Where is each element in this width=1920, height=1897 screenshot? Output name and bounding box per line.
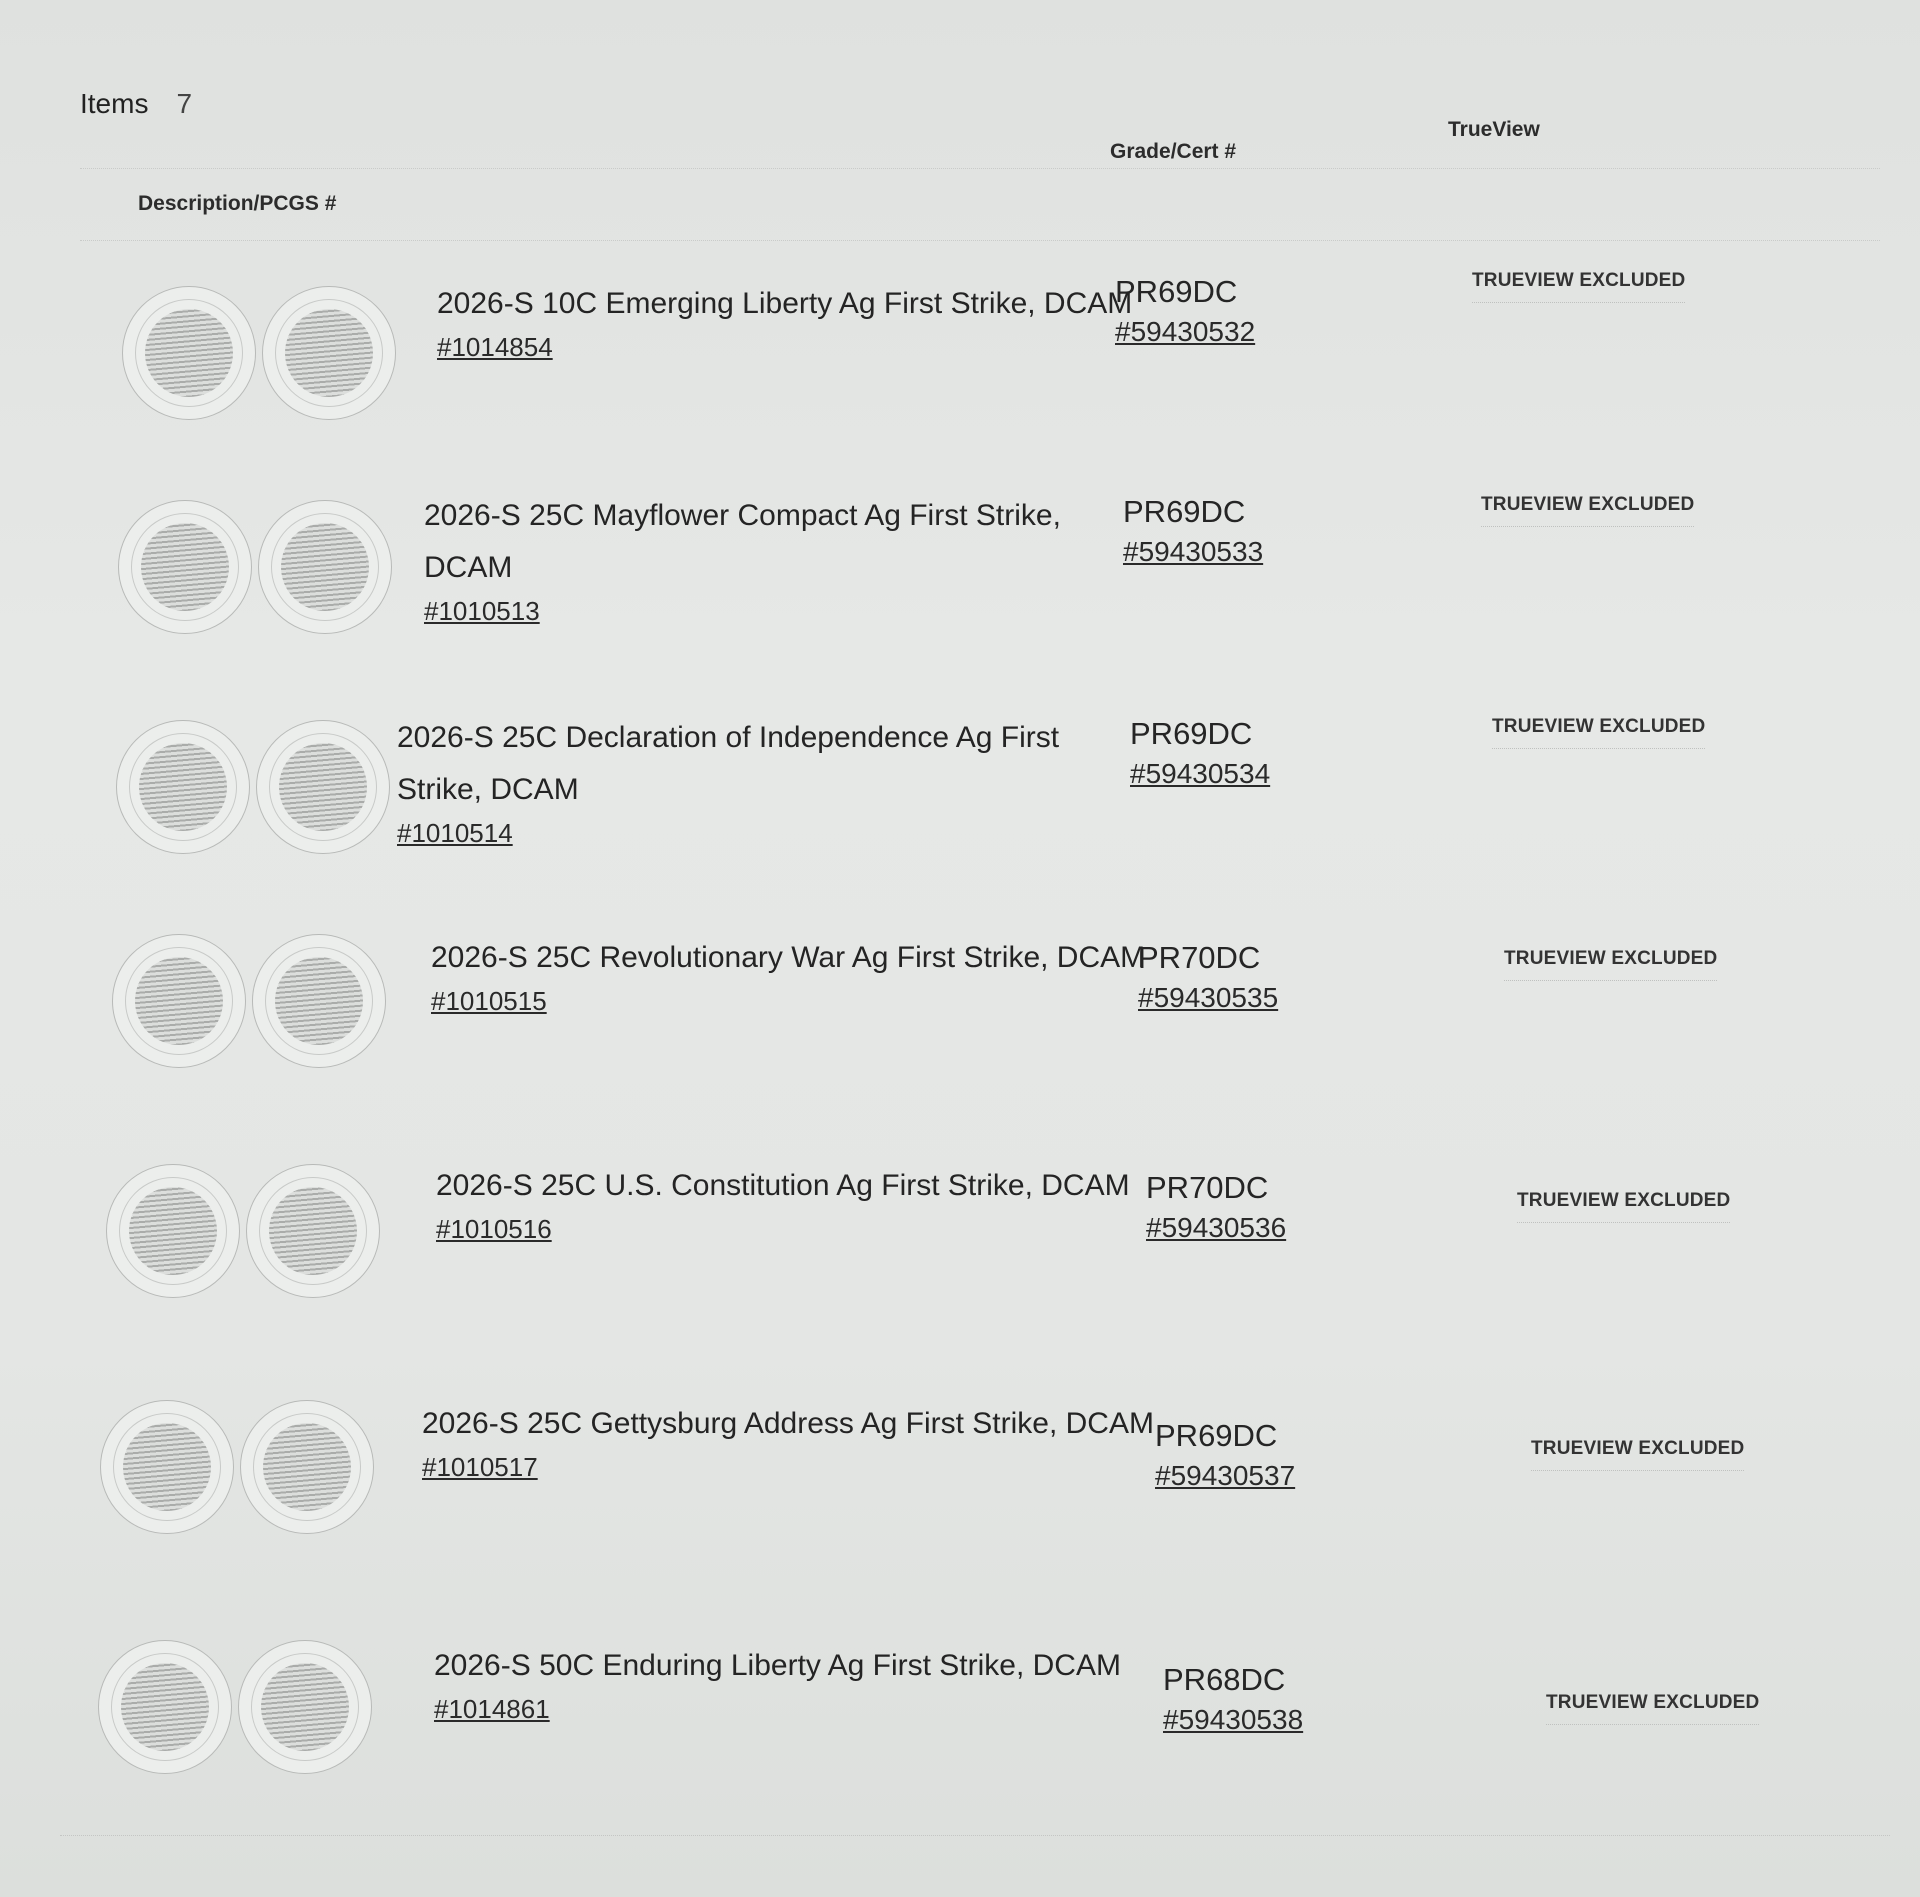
coin-obverse-image[interactable] (112, 934, 246, 1068)
item-grade (1130, 712, 1270, 792)
item-description (436, 1160, 1156, 1246)
coin-thumbnails[interactable] (118, 500, 408, 640)
item-description (422, 1398, 1162, 1484)
grade-value: PR68DC (1163, 1662, 1286, 1697)
cert-number-link[interactable]: #59430532 (1115, 316, 1256, 347)
coin-obverse-image[interactable] (98, 1640, 232, 1774)
item-description-text: 2026-S 10C Emerging Liberty Ag First Strike, DCAM (437, 287, 1133, 320)
trueview-status: TRUEVIEW EXCLUDED (1472, 270, 1685, 303)
item-description (437, 278, 1157, 364)
item-description-text: 2026-S 50C Enduring Liberty Ag First Strike, DCAM (434, 1649, 1121, 1682)
cert-number-link[interactable]: #59430538 (1163, 1704, 1304, 1735)
trueview-status: TRUEVIEW EXCLUDED (1546, 1692, 1759, 1725)
column-header-trueview: TrueView (1448, 118, 1540, 141)
table-row (0, 1160, 1920, 1340)
pcgs-number-link[interactable]: #1014854 (437, 332, 553, 362)
coin-thumbnails[interactable] (112, 934, 402, 1074)
cert-number-link[interactable]: #59430534 (1130, 758, 1271, 789)
grade-value: PR69DC (1123, 494, 1246, 529)
item-description-text: 2026-S 25C Mayflower Compact Ag First Strike, DCAM (424, 499, 1061, 584)
item-grade (1146, 1166, 1286, 1246)
grade-value: PR70DC (1146, 1170, 1269, 1205)
items-header (80, 88, 192, 120)
coin-reverse-image[interactable] (258, 500, 392, 634)
pcgs-number-link[interactable]: #1010517 (422, 1452, 538, 1482)
items-count: 7 (176, 88, 193, 119)
coin-reverse-image[interactable] (262, 286, 396, 420)
table-row (0, 712, 1920, 892)
item-description-text: 2026-S 25C U.S. Constitution Ag First Strike, DCAM (436, 1169, 1130, 1202)
header-divider (80, 168, 1880, 169)
cert-number-link[interactable]: #59430537 (1155, 1460, 1296, 1491)
pcgs-number-link[interactable]: #1010516 (436, 1214, 552, 1244)
column-header-description: Description/PCGS # (138, 192, 337, 215)
cert-number-link[interactable]: #59430535 (1138, 982, 1279, 1013)
header-divider (80, 240, 1880, 241)
coin-reverse-image[interactable] (256, 720, 390, 854)
pcgs-number-link[interactable]: #1010515 (431, 986, 547, 1016)
table-row (0, 490, 1920, 670)
footer-divider (60, 1835, 1890, 1836)
coin-reverse-image[interactable] (240, 1400, 374, 1534)
item-grade (1163, 1658, 1303, 1738)
coin-reverse-image[interactable] (252, 934, 386, 1068)
coin-obverse-image[interactable] (118, 500, 252, 634)
item-description-text: 2026-S 25C Gettysburg Address Ag First Strike, DCAM (422, 1407, 1154, 1440)
coin-reverse-image[interactable] (246, 1164, 380, 1298)
item-grade (1115, 270, 1255, 350)
table-row (0, 1640, 1920, 1820)
table-row (0, 1398, 1920, 1578)
item-grade (1155, 1414, 1295, 1494)
coin-thumbnails[interactable] (106, 1164, 396, 1304)
table-row (0, 932, 1920, 1112)
coin-reverse-image[interactable] (238, 1640, 372, 1774)
trueview-status: TRUEVIEW EXCLUDED (1492, 716, 1705, 749)
trueview-status: TRUEVIEW EXCLUDED (1481, 494, 1694, 527)
item-grade (1123, 490, 1263, 570)
coin-thumbnails[interactable] (98, 1640, 388, 1780)
coin-obverse-image[interactable] (122, 286, 256, 420)
grade-value: PR69DC (1130, 716, 1253, 751)
item-grade (1138, 936, 1278, 1016)
column-header-grade: Grade/Cert # (1110, 140, 1237, 163)
grade-value: PR69DC (1115, 274, 1238, 309)
cert-number-link[interactable]: #59430533 (1123, 536, 1264, 567)
pcgs-number-link[interactable]: #1010514 (397, 818, 513, 848)
item-description-text: 2026-S 25C Revolutionary War Ag First Strike, DCAM (431, 941, 1146, 974)
item-description (397, 712, 1117, 850)
item-description (431, 932, 1151, 1018)
coin-obverse-image[interactable] (100, 1400, 234, 1534)
trueview-status: TRUEVIEW EXCLUDED (1531, 1438, 1744, 1471)
coin-thumbnails[interactable] (100, 1400, 390, 1540)
table-row (0, 270, 1920, 450)
pcgs-number-link[interactable]: #1014861 (434, 1694, 550, 1724)
trueview-status: TRUEVIEW EXCLUDED (1504, 948, 1717, 981)
pcgs-number-link[interactable]: #1010513 (424, 596, 540, 626)
coin-obverse-image[interactable] (116, 720, 250, 854)
items-label: Items (80, 88, 149, 119)
item-description-text: 2026-S 25C Declaration of Independence Ag First Strike, DCAM (397, 721, 1060, 806)
item-description (424, 490, 1144, 628)
coin-thumbnails[interactable] (122, 286, 412, 426)
item-description (434, 1640, 1154, 1726)
coin-thumbnails[interactable] (116, 720, 406, 860)
coin-obverse-image[interactable] (106, 1164, 240, 1298)
grade-value: PR69DC (1155, 1418, 1278, 1453)
trueview-status: TRUEVIEW EXCLUDED (1517, 1190, 1730, 1223)
grade-value: PR70DC (1138, 940, 1261, 975)
cert-number-link[interactable]: #59430536 (1146, 1212, 1287, 1243)
